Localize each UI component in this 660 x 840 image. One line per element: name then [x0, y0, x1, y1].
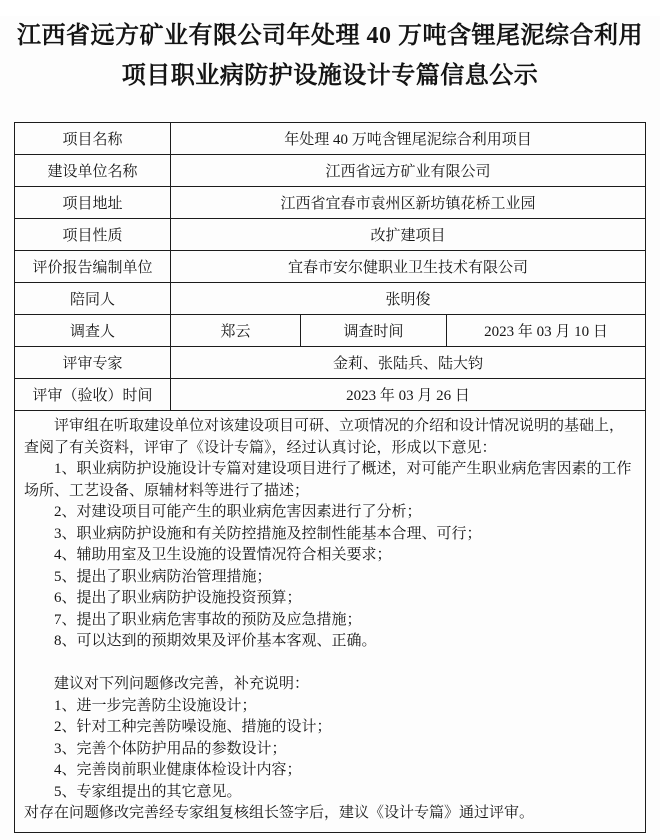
document-page: [0, 16, 660, 840]
opinion-item: 8、可以达到的预期效果及评价基本客观、正确。: [54, 633, 377, 649]
table-row-report-compiler: [15, 251, 646, 283]
row-value-report-compiler: 宜春市安尔健职业卫生技术有限公司: [171, 251, 646, 283]
table-row-project-address: [15, 187, 646, 219]
table-row-review-opinion: [15, 411, 646, 833]
row-value-project-name: 年处理 40 万吨含锂尾泥综合利用项目: [171, 123, 646, 155]
opinion-conclusion: 对存在问题修改完善经专家组复核组长签字后，建议《设计专篇》通过评审。: [24, 805, 535, 821]
suggestion-item: 3、完善个体防护用品的参数设计；: [54, 740, 287, 757]
opinion-item: 7、提出了职业病危害事故的预防及应急措施；: [54, 611, 362, 628]
row-label-project-nature: 项目性质: [15, 219, 171, 251]
opinion-item: 5、提出了职业病防治管理措施；: [54, 568, 272, 585]
table-row-review-time: [15, 379, 646, 411]
row-value-construction-unit: 江西省远方矿业有限公司: [171, 155, 646, 187]
project-info-table: [14, 122, 646, 833]
suggestion-item: 4、完善岗前职业健康体检设计内容；: [54, 762, 302, 778]
row-label-review-experts: 评审专家: [15, 347, 171, 379]
row-value-review-experts: 金莉、张陆兵、陆大钧: [171, 347, 646, 379]
opinion-item: 1、职业病防护设施设计专篇对建设项目进行了概述，对可能产生职业病危害因素的工作场所、工艺设备、原辅材料等进行了描述；: [24, 461, 632, 499]
suggestion-item: 2、针对工种完善防噪设施、措施的设计；: [54, 719, 332, 735]
opinion-item: 3、职业病防护设施和有关防控措施及控制性能基本合理、可行；: [54, 525, 482, 542]
opinion-item: 4、辅助用室及卫生设施的设置情况符合相关要求；: [54, 547, 392, 563]
row-value-project-nature: 改扩建项目: [171, 219, 646, 251]
suggestion-intro: 建议对下列问题修改完善，补充说明：: [54, 676, 310, 692]
row-value-project-address: 江西省宜春市袁州区新坊镇花桥工业园: [171, 187, 646, 219]
row-label-project-address: 项目地址: [15, 187, 171, 219]
table-row-investigator: [15, 315, 646, 347]
table-row-project-nature: [15, 219, 646, 251]
table-row-construction-unit: [15, 155, 646, 187]
row-label-report-compiler: 评价报告编制单位: [15, 251, 171, 283]
review-opinion-cell: [15, 411, 646, 833]
suggestion-item: 1、进一步完善防尘设施设计；: [54, 697, 257, 714]
suggestion-item: 5、专家组提出的其它意见。: [54, 783, 242, 800]
row-label-investigator: 调查人: [15, 315, 171, 347]
table-row-review-experts: [15, 347, 646, 379]
row-value-investigator: 郑云: [171, 315, 301, 347]
row-label-project-name: 项目名称: [15, 123, 171, 155]
opinion-item: 2、对建设项目可能产生的职业病危害因素进行了分析；: [54, 504, 422, 520]
row-value-investigation-time: 2023 年 03 月 10 日: [447, 315, 646, 347]
row-value-review-time: 2023 年 03 月 26 日: [171, 379, 646, 411]
row-label-investigation-time: 调查时间: [301, 315, 447, 347]
opinion-intro: 评审组在听取建设单位对该建设项目可研、立项情况的介绍和设计情况说明的基础上，查阅了有关资料，评审了《设计专篇》，经过认真讨论，形成以下意见：: [24, 418, 625, 456]
row-label-construction-unit: 建设单位名称: [15, 155, 171, 187]
row-value-accompanying-person: 张明俊: [171, 283, 646, 315]
row-label-review-time: 评审（验收）时间: [15, 379, 171, 411]
opinion-item: 6、提出了职业病防护设施投资预算；: [54, 590, 302, 606]
table-row-accompanying-person: [15, 283, 646, 315]
table-row-project-name: [15, 123, 646, 155]
page-title: 江西省远方矿业有限公司年处理 40 万吨含锂尾泥综合利用项目职业病防护设施设计专篇信息公示: [17, 23, 643, 89]
row-label-accompanying-person: 陪同人: [15, 283, 171, 315]
